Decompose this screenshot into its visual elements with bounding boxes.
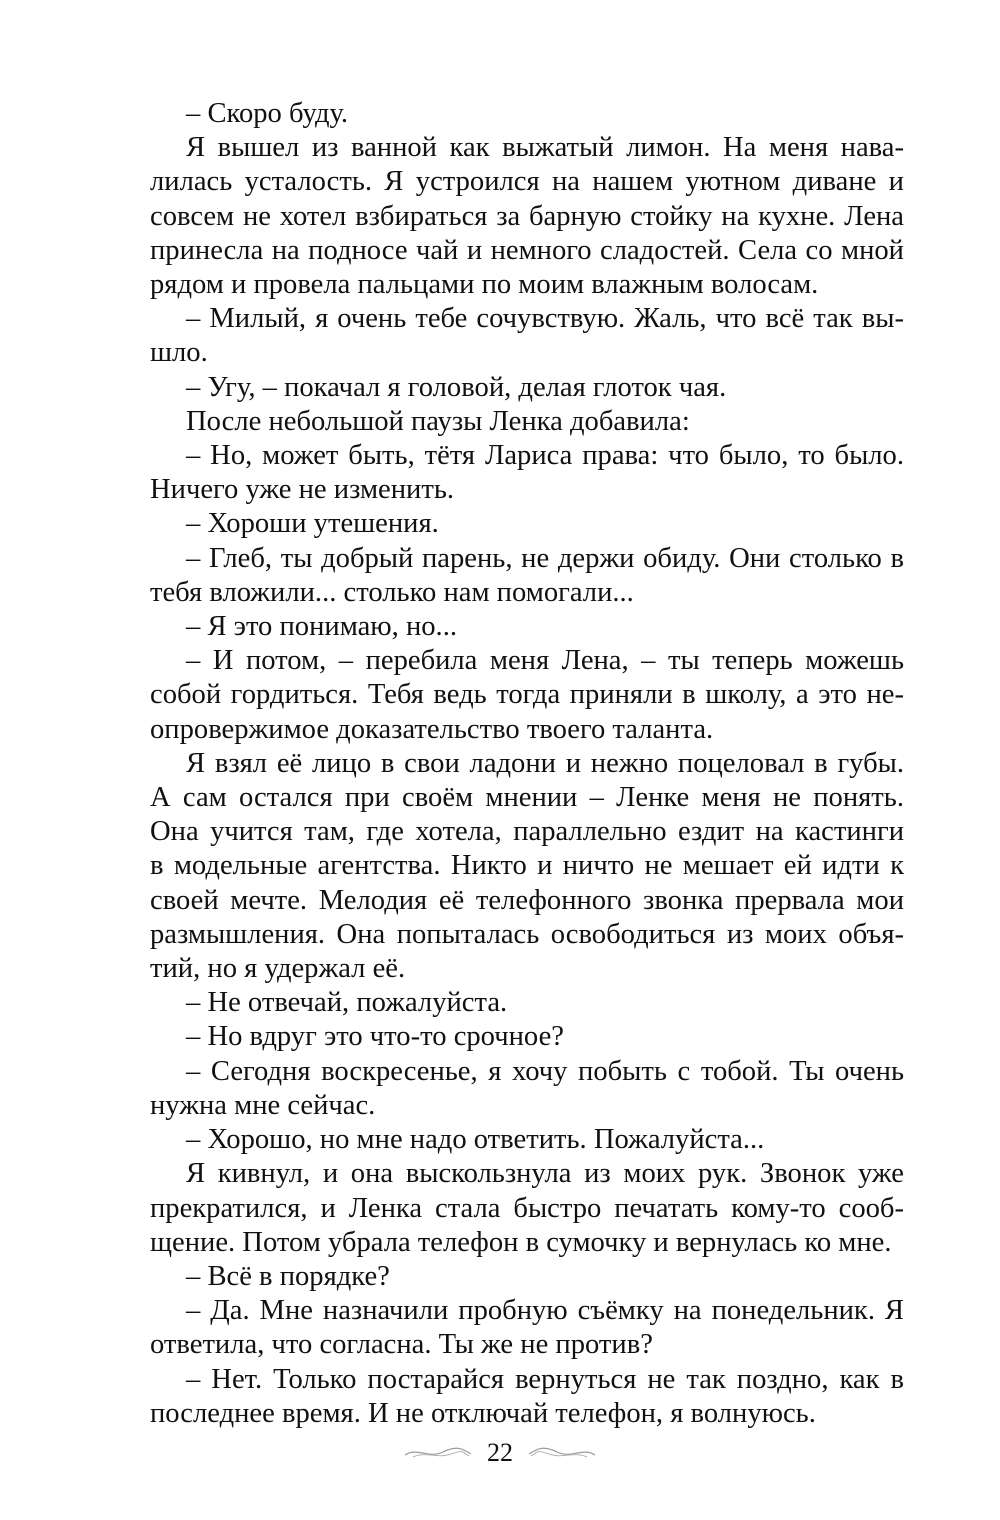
text-line: – Глеб, ты добрый парень, не держи обиду. Они столько в	[186, 542, 904, 574]
paragraph	[150, 507, 904, 541]
text-line: – Я это понимаю, но...	[186, 611, 457, 643]
text-line: А сам остался при своём мнении – Ленке меня не понять.	[150, 782, 904, 814]
left-flourish-icon	[403, 1445, 473, 1461]
text-line: – Сегодня воскресенье, я хочу побыть с тобой. Ты очень	[186, 1055, 904, 1087]
paragraph	[150, 644, 904, 747]
text-line: – Хорошо, но мне надо ответить. Пожалуйста...	[186, 1124, 765, 1156]
text-line: в модельные агентства. Никто и ничто не мешает ей идти к	[150, 850, 904, 882]
right-flourish-icon	[527, 1445, 597, 1461]
paragraph	[150, 405, 904, 439]
text-line: Я вышел из ванной как выжатый лимон. На меня нава-	[186, 132, 904, 164]
text-line: – Всё в порядке?	[186, 1260, 390, 1292]
text-line: щение. Потом убрала телефон в сумочку и вернулась ко мне.	[150, 1226, 892, 1258]
text-line: рядом и провела пальцами по моим влажным волосам.	[150, 269, 819, 301]
page-body	[150, 97, 904, 1431]
text-line: После небольшой паузы Ленка добавила:	[186, 405, 690, 437]
text-line: – Хороши утешения.	[186, 508, 439, 540]
paragraph	[150, 1363, 904, 1431]
text-line: опровержимое доказательство твоего таланта.	[150, 713, 714, 745]
page-footer	[0, 1433, 1000, 1473]
paragraph	[150, 131, 904, 302]
paragraph	[150, 1157, 904, 1260]
text-line: нужна мне сейчас.	[150, 1089, 376, 1121]
text-line: своей мечте. Мелодия её телефонного звонка прервала мои	[150, 884, 904, 916]
text-line: – Милый, я очень тебе сочувствую. Жаль, что всё так вы-	[186, 303, 904, 335]
paragraph	[150, 371, 904, 405]
text-line: последнее время. И не отключай телефон, я волнуюсь.	[150, 1397, 816, 1429]
paragraph	[150, 302, 904, 370]
paragraph	[150, 542, 904, 610]
text-line: совсем не хотел взбираться за барную стойку на кухне. Лена	[150, 200, 904, 232]
paragraph	[150, 986, 904, 1020]
text-line: – Не отвечай, пожалуйста.	[186, 987, 508, 1019]
paragraph	[150, 747, 904, 986]
text-line: ответила, что согласна. Ты же не против?	[150, 1329, 653, 1361]
text-line: тий, но я удержал её.	[150, 953, 406, 985]
paragraph	[150, 97, 904, 131]
text-line: Я кивнул, и она выскользнула из моих рук. Звонок уже	[186, 1158, 904, 1190]
paragraph	[150, 1260, 904, 1294]
page-number: 22	[487, 1438, 513, 1467]
paragraph	[150, 1020, 904, 1054]
text-line: – Угу, – покачал я головой, делая глоток чая.	[186, 371, 727, 403]
text-line: Я взял её лицо в свои ладони и нежно поцеловал в губы.	[186, 747, 904, 779]
paragraph	[150, 1123, 904, 1157]
paragraph	[150, 1055, 904, 1123]
paragraph	[150, 439, 904, 507]
text-line: тебя вложили... столько нам помогали...	[150, 576, 634, 608]
text-line: принесла на подносе чай и немного сладостей. Села со мной	[150, 234, 904, 266]
text-line: собой гордиться. Тебя ведь тогда приняли в школу, а это не-	[150, 679, 904, 711]
text-line: – Нет. Только постарайся вернуться не так поздно, как в	[186, 1363, 904, 1395]
text-line: – Скоро буду.	[186, 98, 349, 129]
text-line: Она учится там, где хотела, параллельно ездит на кастинги	[150, 816, 904, 848]
text-line: Ничего уже не изменить.	[150, 474, 455, 506]
text-line: размышления. Она попыталась освободиться из моих объя-	[150, 918, 904, 950]
text-line: лилась усталость. Я устроился на нашем уютном диване и	[150, 166, 904, 198]
paragraph	[150, 610, 904, 644]
text-line: прекратился, и Ленка стала быстро печатать кому-то сооб-	[150, 1192, 904, 1224]
text-line: – И потом, – перебила меня Лена, – ты теперь можешь	[186, 645, 904, 677]
text-line: – Но, может быть, тётя Лариса права: что было, то было.	[186, 440, 904, 472]
paragraph	[150, 1294, 904, 1362]
text-line: – Но вдруг это что-то срочное?	[186, 1021, 564, 1053]
text-line: шло.	[150, 337, 208, 369]
text-line: – Да. Мне назначили пробную съёмку на понедельник. Я	[186, 1295, 904, 1327]
